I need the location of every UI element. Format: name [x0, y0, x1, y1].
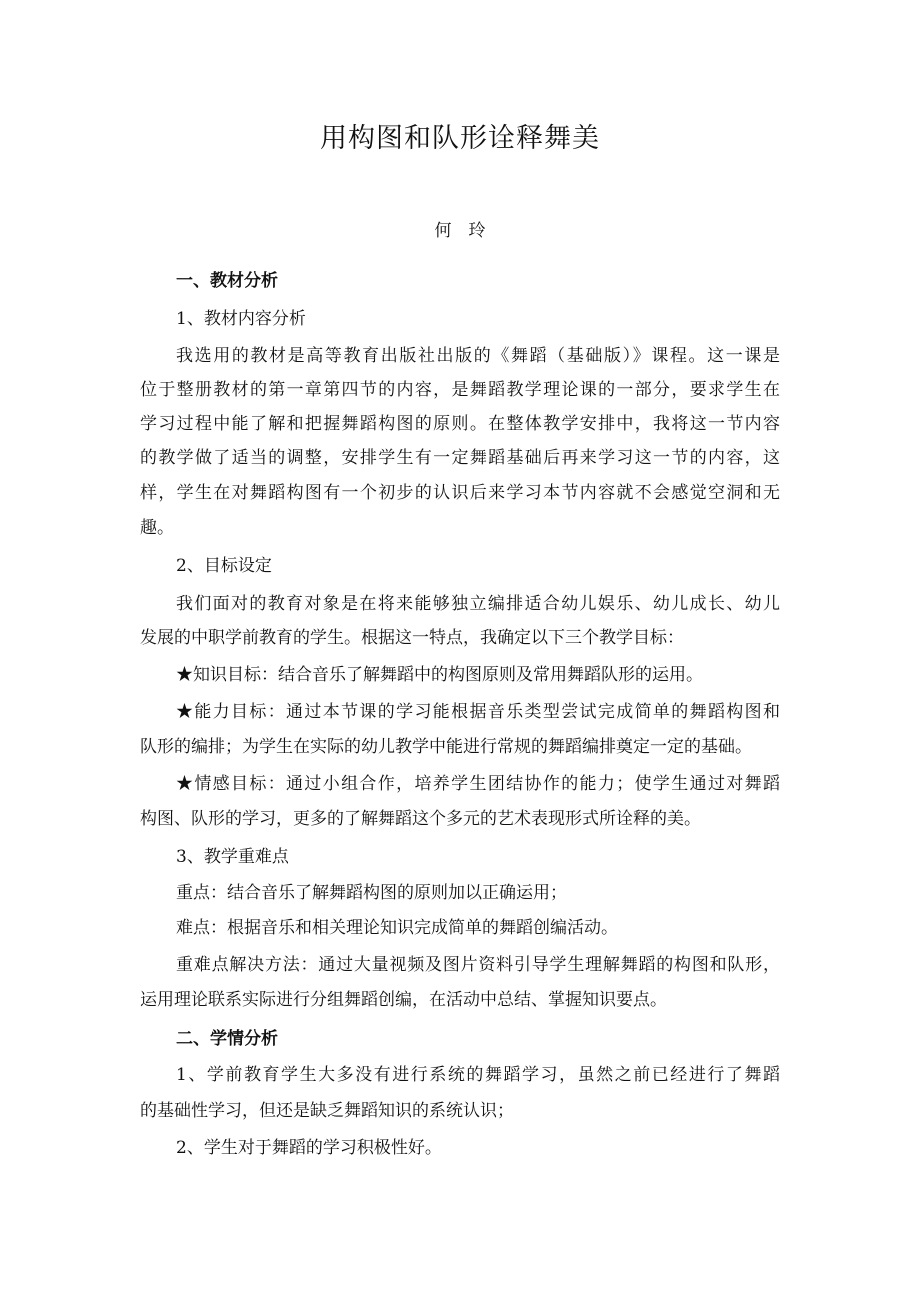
subheading-goal-setting: 2、目标设定	[176, 556, 272, 576]
paragraph-line: 构图、队形的学习，更多的了解舞蹈这个多元的艺术表现形式所诠释的美。	[140, 809, 701, 829]
difficult-point: 难点：根据音乐和相关理论知识完成简单的舞蹈创编活动。	[176, 918, 618, 938]
paragraph-line: 位于整册教材的第一章第四节的内容，是舞蹈教学理论课的一部分，要求学生在	[140, 380, 780, 400]
document-title: 用构图和队形诠释舞美	[320, 123, 600, 154]
paragraph-line: 学习过程中能了解和把握舞蹈构图的原则。在整体教学安排中，我将这一节内容	[140, 414, 780, 434]
paragraph-line: 发展的中职学前教育的学生。根据这一特点，我确定以下三个教学目标：	[140, 628, 684, 648]
paragraph-line: 样，学生在对舞蹈构图有一个初步的认识后来学习本节内容就不会感觉空洞和无	[140, 483, 780, 503]
paragraph-line: 重难点解决方法：通过大量视频及图片资料引导学生理解舞蹈的构图和队形，	[176, 955, 780, 975]
paragraph-line: 趣。	[140, 518, 174, 538]
key-point: 重点：结合音乐了解舞蹈构图的原则加以正确运用；	[176, 883, 567, 903]
paragraph-line: 1、学前教育学生大多没有进行系统的舞蹈学习，虽然之前已经进行了舞蹈	[176, 1065, 780, 1085]
subheading-key-points: 3、教学重难点	[176, 847, 289, 867]
paragraph-line: 我们面对的教育对象是在将来能够独立编排适合幼儿娱乐、幼儿成长、幼儿	[176, 594, 780, 614]
paragraph-line: ★情感目标：通过小组合作，培养学生团结协作的能力；使学生通过对舞蹈	[176, 774, 780, 794]
paragraph-line: ★能力目标：通过本节课的学习能根据音乐类型尝试完成简单的舞蹈构图和	[176, 702, 780, 722]
learner-analysis-item-2: 2、学生对于舞蹈的学习积极性好。	[176, 1138, 442, 1158]
subheading-content-analysis: 1、教材内容分析	[176, 309, 306, 329]
section-heading-textbook-analysis: 一、教材分析	[176, 271, 278, 291]
paragraph-line: 的基础性学习，但还是缺乏舞蹈知识的系统认识；	[140, 1101, 514, 1121]
paragraph-line: 的教学做了适当的调整，安排学生有一定舞蹈基础后再来学习这一节的内容，这	[140, 448, 780, 468]
paragraph-line: 运用理论联系实际进行分组舞蹈创编，在活动中总结、掌握知识要点。	[140, 990, 667, 1010]
section-heading-learner-analysis: 二、学情分析	[176, 1029, 278, 1049]
goal-knowledge: ★知识目标：结合音乐了解舞蹈中的构图原则及常用舞蹈队形的运用。	[176, 665, 703, 685]
author-name: 何 玲	[434, 221, 486, 241]
paragraph-line: 队形的编排；为学生在实际的幼儿教学中能进行常规的舞蹈编排奠定一定的基础。	[140, 737, 752, 757]
paragraph-line: 我选用的教材是高等教育出版社出版的《舞蹈（基础版）》课程。这一课是	[176, 346, 780, 366]
